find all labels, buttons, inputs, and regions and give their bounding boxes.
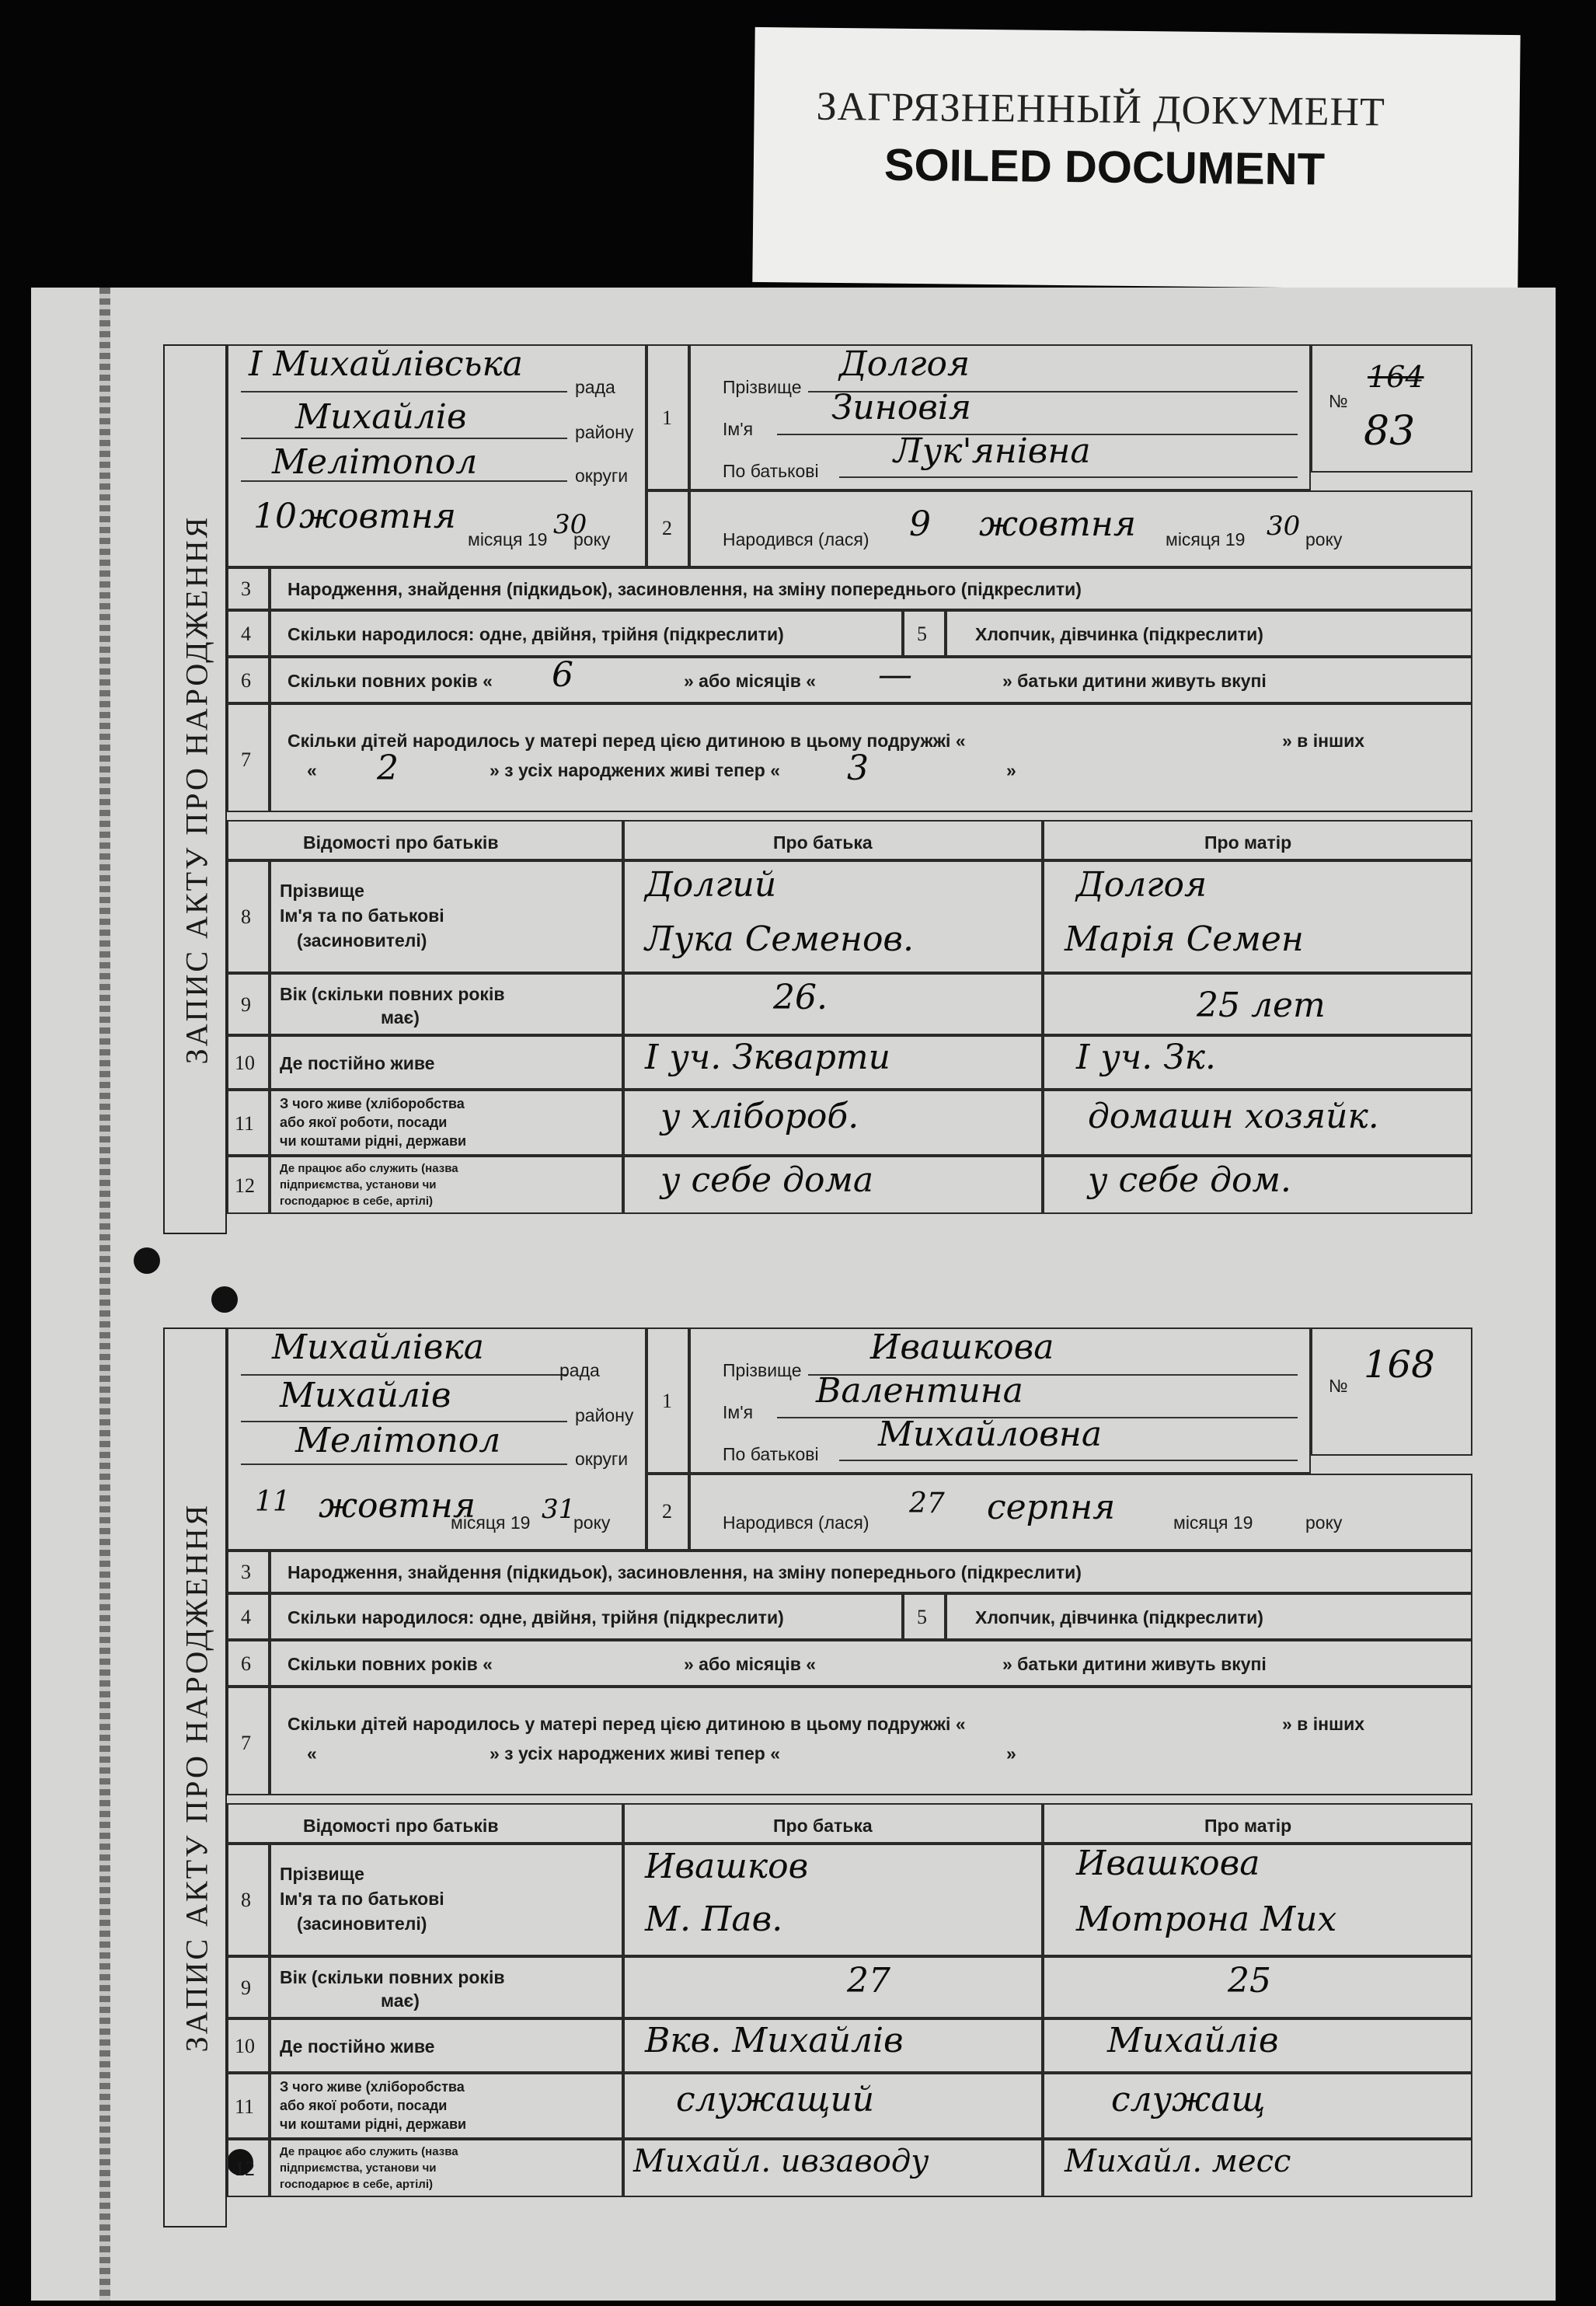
row-number: 3 <box>241 577 251 600</box>
number-label: № <box>1329 1376 1348 1396</box>
mother-work: у себе дом. <box>1088 1160 1291 1200</box>
birth-day: 9 <box>909 504 931 544</box>
year-label: року <box>573 1512 611 1533</box>
r8-label-a: Прізвище <box>280 881 364 901</box>
side-title-cell <box>163 1327 227 2228</box>
raion-label: району <box>575 422 634 442</box>
r11-label-c: чи коштами рідні, держави <box>280 1133 467 1149</box>
row-7-text-a: Скільки дітей народилось у матері перед цією дитиною в цьому подружжі « <box>287 731 966 751</box>
okrug-label: округи <box>575 1449 629 1469</box>
child-patronymic: Михайловна <box>878 1415 1103 1454</box>
mother-residence: Михайлів <box>1107 2021 1279 2060</box>
record-year: 30 <box>553 509 587 540</box>
row-number: 7 <box>241 748 251 771</box>
father-header: Про батька <box>773 1816 873 1836</box>
row-number: 1 <box>662 1390 672 1412</box>
row-7-text-e: » <box>1006 760 1016 780</box>
punch-hole <box>134 1247 160 1274</box>
side-title: ЗАПИС АКТУ ПРО НАРОДЖЕННЯ <box>179 1502 214 2053</box>
patronymic-label: По батькові <box>723 461 819 481</box>
mother-name: Марія Семен <box>1065 919 1304 959</box>
mother-name: Мотрона Мих <box>1076 1900 1337 1939</box>
okrug-value: Мелітопол <box>272 442 478 482</box>
surname-label: Прізвище <box>723 1360 802 1380</box>
side-title: ЗАПИС АКТУ ПРО НАРОДЖЕННЯ <box>179 515 214 1064</box>
row-number: 8 <box>241 905 251 928</box>
r11-label-b: або якої роботи, посади <box>280 1115 448 1130</box>
row-7 <box>270 1687 1472 1795</box>
r11-label-a: З чого живе (хліборобства <box>280 1096 465 1111</box>
child-patronymic: Лук'янівна <box>894 431 1091 471</box>
birth-month-label: місяця 19 <box>1166 529 1246 549</box>
row-number: 11 <box>235 2095 255 2118</box>
row-5-text: Хлопчик, дівчинка (підкреслити) <box>975 1607 1263 1627</box>
r9-label-b: має) <box>381 1990 420 2011</box>
record-number: 83 <box>1364 408 1416 455</box>
father-residence: I уч. Зкварти <box>645 1038 890 1077</box>
father-header: Про батька <box>773 832 873 853</box>
surname-label: Прізвище <box>723 377 802 397</box>
mother-header: Про матір <box>1204 1816 1292 1836</box>
rada-value: I Михайлівська <box>249 344 523 384</box>
name-label: Ім'я <box>723 1402 754 1422</box>
father-living: у хлібороб. <box>660 1097 859 1136</box>
r11-label-a: З чого живе (хліборобства <box>280 2079 465 2095</box>
row-4-text: Скільки народилося: одне, двійня, трійня (підкреслити) <box>287 1607 784 1627</box>
side-title-cell <box>163 344 227 1234</box>
row-7-text-c: « <box>307 760 317 780</box>
born-label: Народився (лася) <box>723 1512 869 1533</box>
row-number: 9 <box>241 993 251 1016</box>
row-number: 12 <box>235 2158 255 2180</box>
row-7-text-d: » з усіх народжених живі тепер « <box>490 1743 781 1764</box>
row-number: 2 <box>662 1500 672 1523</box>
rada-label: рада <box>575 377 615 397</box>
father-name: Лука Семенов. <box>645 919 915 959</box>
row-number: 10 <box>235 2035 255 2057</box>
rada-value: Михайлівка <box>272 1327 484 1367</box>
row-number: 6 <box>241 669 251 692</box>
record-day: 10 <box>253 497 297 536</box>
years-together: 6 <box>552 655 573 695</box>
row-7-text-b: » в інших <box>1282 731 1365 751</box>
row-7-text-a: Скільки дітей народилось у матері перед цією дитиною в цьому подружжі « <box>287 1714 966 1734</box>
r9-label-a: Вік (скільки повних років <box>280 1967 505 1987</box>
r12-label-a: Де працює або служить (назва <box>280 1162 458 1175</box>
father-name: М. Пав. <box>645 1900 783 1939</box>
row-7-text-e: » <box>1006 1743 1016 1764</box>
children-alive: 3 <box>847 748 869 788</box>
row-6-text-b: » або місяців « <box>684 1654 817 1674</box>
mother-surname: Ивашкова <box>1076 1844 1260 1883</box>
mother-surname: Долгоя <box>1076 865 1207 905</box>
row-number: 7 <box>241 1732 251 1754</box>
stamp-english-text: SOILED DOCUMENT <box>883 139 1326 195</box>
record-month: жовтня <box>299 497 456 536</box>
father-living: служащий <box>676 2080 875 2119</box>
birth-day: 27 <box>909 1488 945 1519</box>
r8-label-c: (засиновителі) <box>297 1914 427 1934</box>
binding-edge <box>99 288 110 2301</box>
r9-label-b: має) <box>381 1007 420 1027</box>
row-number: 5 <box>917 623 927 645</box>
r11-label-c: чи коштами рідні, держави <box>280 2116 467 2132</box>
child-surname: Ивашкова <box>870 1327 1054 1367</box>
r12-label-b: підприємства, установи чи <box>280 2161 437 2175</box>
month-label: місяця 19 <box>451 1512 531 1533</box>
father-age: 26. <box>773 978 828 1017</box>
row-number: 5 <box>917 1606 927 1628</box>
row-number: 9 <box>241 1976 251 1999</box>
stamp-russian-text: ЗАГРЯЗНЕННЫЙ ДОКУМЕНТ <box>816 84 1386 135</box>
row-7 <box>270 703 1472 812</box>
birth-month: жовтня <box>979 504 1136 544</box>
month-label: місяця 19 <box>468 529 548 549</box>
r11-label-b: або якої роботи, посади <box>280 2098 448 2113</box>
row-number: 2 <box>662 517 672 539</box>
father-work: у себе дома <box>660 1160 874 1200</box>
child-name: Зиновія <box>831 388 972 427</box>
mother-living: служащ <box>1111 2080 1266 2119</box>
record-year: 31 <box>542 1494 576 1525</box>
year-label: року <box>573 529 611 549</box>
child-name: Валентина <box>816 1371 1023 1411</box>
birth-month: серпня <box>987 1488 1116 1527</box>
row-number: 4 <box>241 1606 251 1628</box>
father-age: 27 <box>847 1961 890 2001</box>
row-7-text-d: » з усіх народжених живі тепер « <box>490 760 781 780</box>
born-label: Народився (лася) <box>723 529 869 549</box>
row-number: 12 <box>235 1174 255 1197</box>
birth-month-label: місяця 19 <box>1173 1512 1253 1533</box>
row-7-text-c: « <box>307 1743 317 1764</box>
birth-year: 30 <box>1267 511 1301 542</box>
r12-label-c: господарює в себе, артілі) <box>280 1195 433 1208</box>
okrug-label: округи <box>575 466 629 486</box>
row-3-text: Народження, знайдення (підкидьок), засиновлення, на зміну попереднього (підкреслити) <box>287 1562 1082 1582</box>
mother-residence: I уч. Зк. <box>1076 1038 1216 1077</box>
record-day: 11 <box>255 1486 291 1518</box>
father-surname: Ивашков <box>645 1847 809 1886</box>
r8-label-c: (засиновителі) <box>297 930 427 951</box>
raion-value: Михайлів <box>280 1376 451 1415</box>
number-label: № <box>1329 391 1348 411</box>
row-6-text-c: » батьки дитини живуть вкупі <box>1002 671 1267 691</box>
r12-label-a: Де працює або служить (назва <box>280 2145 458 2158</box>
row-number: 1 <box>662 406 672 429</box>
okrug-value: Мелітопол <box>295 1421 501 1460</box>
r9-label-a: Вік (скільки повних років <box>280 984 505 1004</box>
raion-value: Михайлів <box>295 397 467 437</box>
r8-label-b: Ім'я та по батькові <box>280 1889 444 1909</box>
row-6-text-a: Скільки повних років « <box>287 671 493 691</box>
mother-living: домашн хозяйк. <box>1088 1097 1379 1136</box>
name-label: Ім'я <box>723 419 754 439</box>
r12-label-c: господарює в себе, артілі) <box>280 2178 433 2191</box>
row-3-text: Народження, знайдення (підкидьок), засиновлення, на зміну попереднього (підкреслити) <box>287 579 1082 599</box>
row-number: 6 <box>241 1652 251 1675</box>
row-7-text-b: » в інших <box>1282 1714 1365 1734</box>
birth-record-2 <box>163 1327 1472 2228</box>
father-surname: Долгий <box>645 865 777 905</box>
father-residence: Вкв. Михайлів <box>645 2021 904 2060</box>
row-4-text: Скільки народилося: одне, двійня, трійня (підкреслити) <box>287 624 784 644</box>
birth-record-1 <box>163 344 1472 1234</box>
r12-label-b: підприємства, установи чи <box>280 1178 437 1191</box>
row-5-text: Хлопчик, дівчинка (підкреслити) <box>975 624 1263 644</box>
rada-label: рада <box>559 1360 600 1380</box>
record-number: 168 <box>1364 1343 1435 1387</box>
children-before: 2 <box>377 748 399 788</box>
r8-label-a: Прізвище <box>280 1864 364 1884</box>
mother-work: Михайл. месс <box>1065 2144 1291 2179</box>
mother-age: 25 <box>1228 1961 1271 2001</box>
punch-hole <box>211 1286 238 1313</box>
record-month: жовтня <box>319 1486 476 1526</box>
row-number: 10 <box>235 1052 255 1074</box>
r8-label-b: Ім'я та по батькові <box>280 905 444 926</box>
r10-label: Де постійно живе <box>280 2036 435 2057</box>
child-surname: Долгоя <box>839 344 970 384</box>
record-number-old: 164 <box>1368 360 1424 394</box>
row-6-text-a: Скільки повних років « <box>287 1654 493 1674</box>
parents-header: Відомості про батьків <box>303 832 499 853</box>
r10-label: Де постійно живе <box>280 1053 435 1073</box>
row-6-text-c: » батьки дитини живуть вкупі <box>1002 1654 1267 1674</box>
soiled-document-stamp <box>752 27 1520 290</box>
row-number: 4 <box>241 623 251 645</box>
birth-year-label: року <box>1305 529 1343 549</box>
row-number: 3 <box>241 1561 251 1583</box>
row-number: 8 <box>241 1889 251 1911</box>
row-6-text-b: » або місяців « <box>684 671 817 691</box>
mother-age: 25 лет <box>1197 986 1326 1025</box>
patronymic-label: По батькові <box>723 1444 819 1464</box>
row-number: 11 <box>235 1112 255 1135</box>
birth-year-label: року <box>1305 1512 1343 1533</box>
parents-header: Відомості про батьків <box>303 1816 499 1836</box>
raion-label: району <box>575 1405 634 1425</box>
months-together: — <box>878 655 912 695</box>
mother-header: Про матір <box>1204 832 1292 853</box>
father-work: Михайл. ивзаводу <box>633 2144 929 2179</box>
